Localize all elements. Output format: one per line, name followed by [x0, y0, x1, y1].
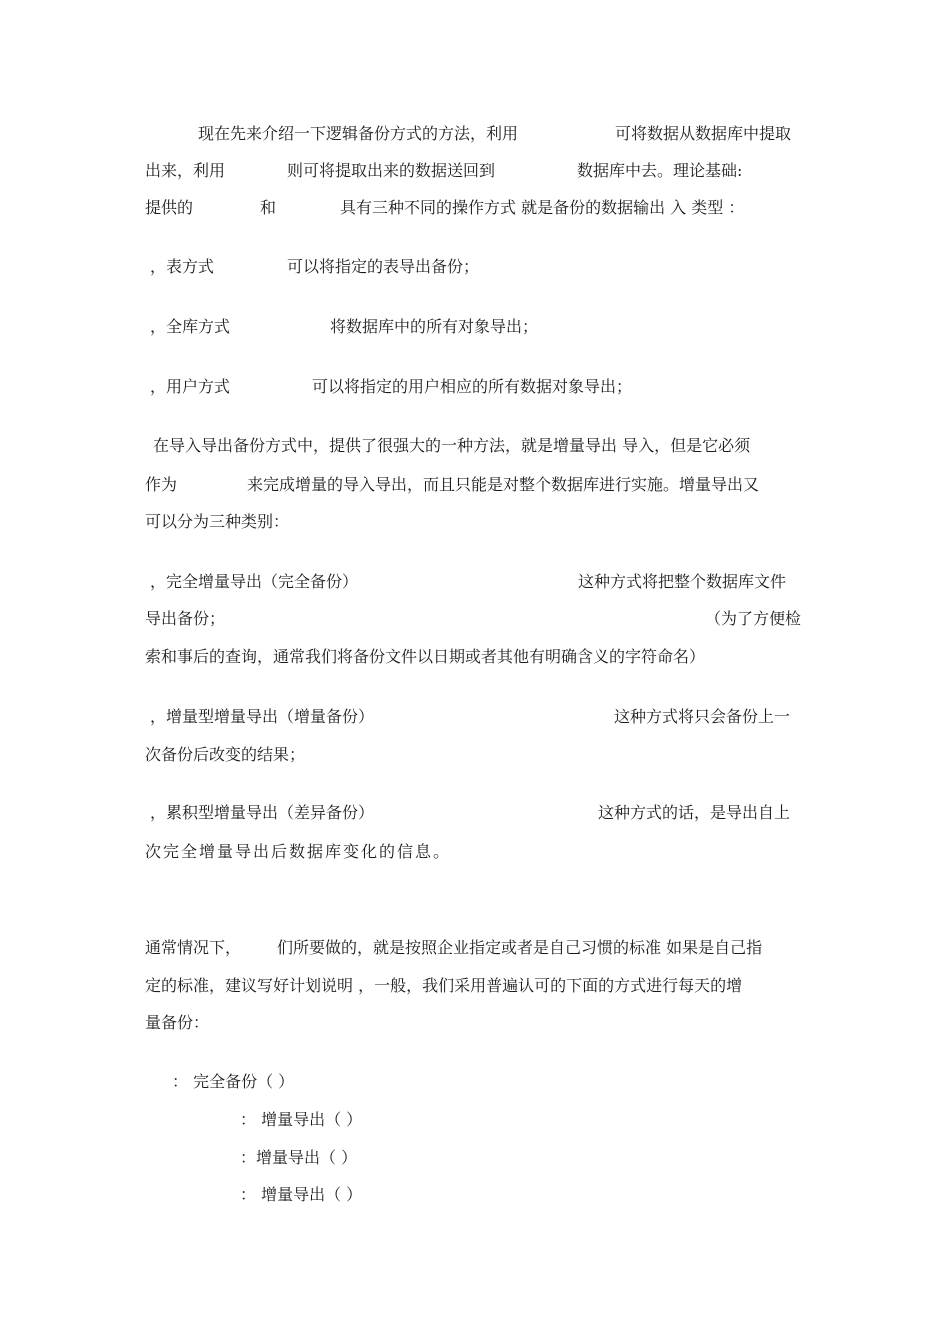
paragraph-text: 作为 — [145, 475, 178, 494]
list-item-text: ：增量导出（ ） — [240, 1148, 358, 1167]
type-desc: 这种方式将把整个数据库文件 — [578, 572, 787, 591]
type-label: ，完全增量导出（完全备份） — [150, 572, 359, 591]
intro-text: 和 — [260, 198, 277, 217]
paragraph-text: 通常情况下， — [145, 938, 242, 957]
mode-desc: 可以将指定的表导出备份； — [287, 257, 480, 276]
paragraph-text: 量备份： — [145, 1013, 210, 1032]
type-label: ，增量型增量导出（增量备份） — [150, 707, 375, 726]
paragraph-text: 可以分为三种类别： — [145, 512, 290, 531]
list-item-text: ： 完全备份（ ） — [172, 1072, 295, 1091]
list-item-text: ： 增量导出（ ） — [240, 1110, 363, 1129]
paragraph-text: 在导入导出备份方式中，提供了很强大的一种方法，就是增量导出 导入，但是它必须 — [153, 436, 751, 455]
mode-desc: 可以将指定的用户相应的所有数据对象导出； — [312, 377, 633, 396]
type-label: ，累积型增量导出（差异备份） — [150, 803, 375, 822]
type-desc: 导出备份； — [145, 609, 226, 628]
mode-label: ，全库方式 — [150, 317, 231, 336]
paragraph-text: 定的标准，建议写好计划说明 ，一般，我们采用普遍认可的下面的方式进行每天的增 — [145, 976, 743, 995]
mode-desc: 将数据库中的所有对象导出； — [330, 317, 539, 336]
intro-text: 具有三种不同的操作方式 就是备份的数据输出 入 类型 ： — [340, 198, 745, 217]
mode-label: ，表方式 — [150, 257, 215, 276]
intro-text: 现在先来介绍一下逻辑备份方式的方法，利用 — [198, 124, 519, 143]
type-desc: 次备份后改变的结果； — [145, 745, 306, 764]
intro-text: 出来，利用 — [145, 161, 226, 180]
type-desc: 次完全增量导出后数据库变化的信息。 — [145, 842, 452, 861]
paragraph-text: 们所要做的，就是按照企业指定或者是自己习惯的标准 如果是自己指 — [277, 938, 763, 957]
intro-text: 数据库中去。理论基础: — [577, 161, 743, 180]
list-item-text: ： 增量导出（ ） — [240, 1185, 363, 1204]
type-desc: 这种方式将只会备份上一 — [614, 707, 791, 726]
intro-text: 可将数据从数据库中提取 — [615, 124, 792, 143]
paragraph-text: 来完成增量的导入导出，而且只能是对整个数据库进行实施。增量导出又 — [247, 475, 760, 494]
intro-text: 提供的 — [145, 198, 194, 217]
type-desc: 索和事后的查询，通常我们将备份文件以日期或者其他有明确含义的字符命名） — [145, 647, 706, 666]
type-desc: 这种方式的话，是导出自上 — [598, 803, 791, 822]
type-desc: （为了方便检 — [705, 609, 802, 628]
mode-label: ，用户方式 — [150, 377, 231, 396]
intro-text: 则可将提取出来的数据送回到 — [287, 161, 496, 180]
